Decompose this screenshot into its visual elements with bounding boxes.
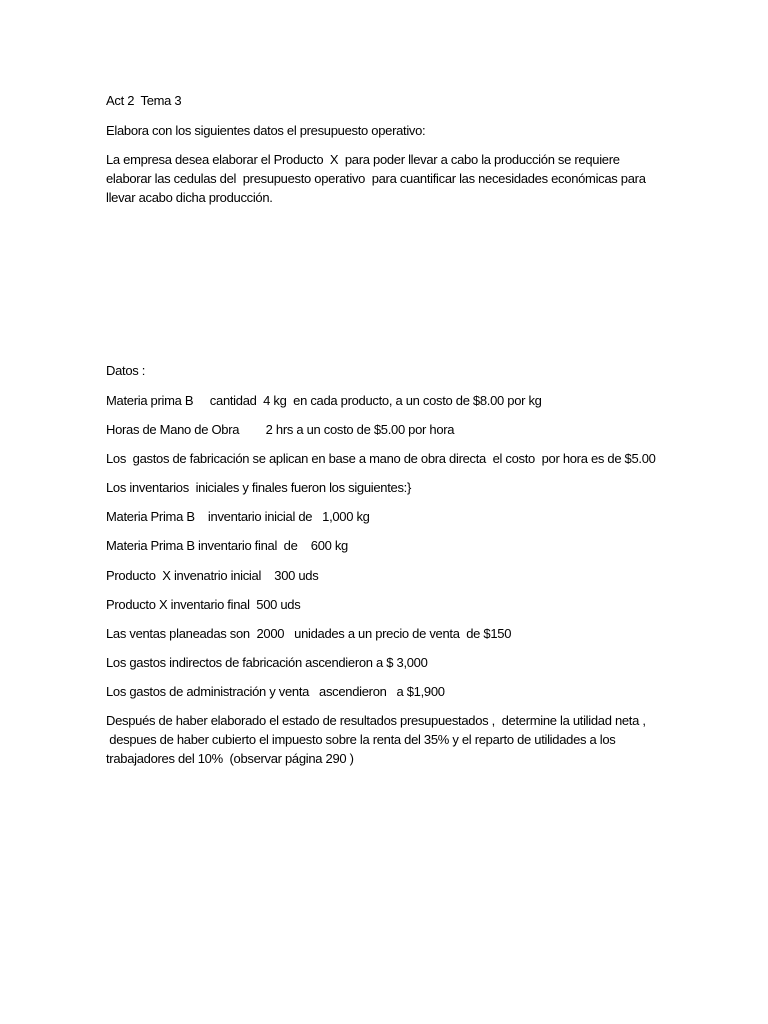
data-item-gastos-indirectos: Los gastos indirectos de fabricación ascendieron a $ 3,000 [106, 655, 428, 670]
closing-line: trabajadores del 10% (observar página 290 ) [106, 751, 354, 766]
instruction-text: Elabora con los siguientes datos el presupuesto operativo: [106, 123, 426, 138]
intro-line: llevar acabo dicha producción. [106, 190, 273, 205]
data-item-producto-inicial: Producto X invenatrio inicial 300 uds [106, 568, 319, 583]
closing-line: Después de haber elaborado el estado de resultados presupuestados , determine la utilidad neta , [106, 713, 646, 728]
activity-header: Act 2 Tema 3 [106, 93, 182, 108]
closing-paragraph [106, 711, 666, 768]
datos-heading: Datos : [106, 363, 146, 378]
closing-line: despues de haber cubierto el impuesto sobre la renta del 35% y el reparto de utilidades a los [106, 732, 616, 747]
data-item-inventarios: Los inventarios iniciales y finales fueron los siguientes:} [106, 480, 412, 495]
intro-paragraph [106, 150, 666, 207]
data-item-mp-inicial: Materia Prima B inventario inicial de 1,000 kg [106, 509, 370, 524]
data-item-producto-final: Producto X inventario final 500 uds [106, 597, 301, 612]
data-item-mp-final: Materia Prima B inventario final de 600 kg [106, 538, 348, 553]
data-item-ventas: Las ventas planeadas son 2000 unidades a un precio de venta de $150 [106, 626, 512, 641]
intro-line: elaborar las cedulas del presupuesto operativo para cuantificar las necesidades económicas para [106, 171, 646, 186]
intro-line: La empresa desea elaborar el Producto X para poder llevar a cabo la producción se requiere [106, 152, 620, 167]
data-item-gastos-administracion: Los gastos de administración y venta ascendieron a $1,900 [106, 684, 445, 699]
data-item-mano-de-obra: Horas de Mano de Obra 2 hrs a un costo de $5.00 por hora [106, 422, 455, 437]
data-item-materia-prima: Materia prima B cantidad 4 kg en cada producto, a un costo de $8.00 por kg [106, 393, 542, 408]
data-item-gastos-fabricacion: Los gastos de fabricación se aplican en base a mano de obra directa el costo por hora es de $5.00 [106, 451, 656, 466]
